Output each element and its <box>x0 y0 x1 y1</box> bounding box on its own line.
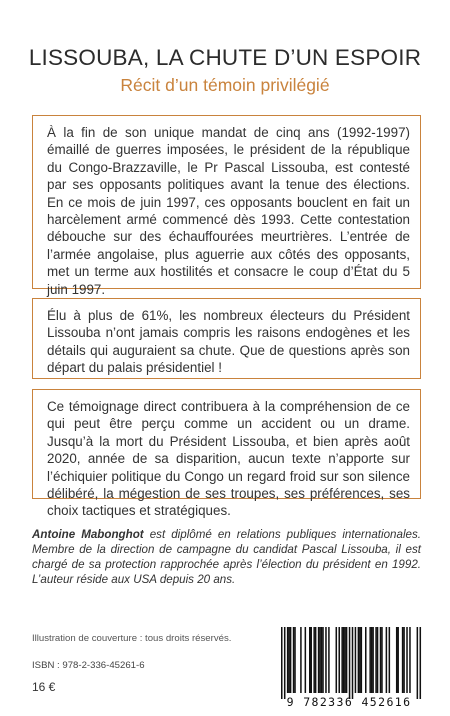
barcode-bar <box>375 627 377 693</box>
barcode-bar <box>300 627 302 693</box>
barcode-bar <box>293 627 295 693</box>
blurb-box-2 <box>32 298 421 379</box>
barcode-bar <box>284 627 286 699</box>
blurb-box-3 <box>32 389 421 519</box>
barcode-bar <box>287 627 289 693</box>
barcode-bar <box>380 627 382 693</box>
barcode-bar <box>309 627 311 693</box>
barcode-bar <box>369 627 371 693</box>
barcode-bar <box>420 627 422 699</box>
blurb-paragraph-1: À la fin de son unique mandat de cinq ans (1992-1997) émaillé de guerres imposées, le président de la république du Congo-Brazzaville, le Pr Pascal Lissouba, est contesté par ses opposants politiques avant la tenue des élections. En ce mois de juin 1997, ces opposants bouclent en fait un harcèlement armé commencé dès 1993. Cette contestation débouche sur des échauffourées meurtrières. L’entrée de l’armée angolaise, plus aguerrie aux côtés des opposants, met un terme aux hostilités et consacre le coup d’État du 5 juin 1997. <box>47 125 410 297</box>
author-bio-text: est diplômé en relations publiques internationales. Membre de la direction de campagne du candidat Pascal Lissouba, il est chargé de sa protection rapprochée après l’élection du président en 1992. L’auteur réside aux USA depuis 20 ans. <box>32 528 421 586</box>
barcode-bar <box>361 627 363 693</box>
barcode-bar <box>313 627 315 693</box>
barcode-bar <box>338 627 340 693</box>
barcode-bars <box>276 627 426 699</box>
barcode-bar <box>281 627 283 699</box>
barcode <box>276 627 426 699</box>
barcode-bar <box>372 627 374 693</box>
barcode-bar <box>371 627 373 693</box>
author-bio <box>32 527 421 587</box>
barcode-bar <box>359 627 361 693</box>
blurb-paragraph-3: Ce témoignage direct contribuera à la compréhension de ce qui peut être perçu comme un accident ou un drame. Jusqu’à la mort du Président Lissouba, et bien après août 2020, année de sa disparition, aucun texte n’apporte sur l’échiquier politique du Congo un regard froid sur son silence délibéré, la mégestion de ses troupes, ses préférences, ses choix tactiques et stratégiques. <box>47 399 410 519</box>
barcode-bar <box>349 627 351 699</box>
book-subtitle: Récit d’un témoin privilégié <box>120 75 330 95</box>
barcode-bar <box>417 627 419 699</box>
barcode-bar <box>406 627 408 693</box>
barcode-bar <box>352 627 354 699</box>
isbn: ISBN : 978-2-336-45261-6 <box>32 660 145 671</box>
barcode-bar <box>305 627 307 693</box>
barcode-bar <box>377 627 379 693</box>
barcode-bar <box>325 627 327 693</box>
barcode-bar <box>328 627 330 693</box>
blurb-paragraph-2: Élu à plus de 61%, les nombreux électeurs du Président Lissouba n’ont jamais compris les raisons endogènes et les détails qui auguraient sa chute. Que de questions après son départ du palais présidentiel ! <box>47 308 410 376</box>
barcode-bar <box>365 627 367 693</box>
price: 16 € <box>32 680 56 694</box>
barcode-bar <box>343 627 345 693</box>
author-name: Antoine Mabonghot <box>32 528 144 541</box>
barcode-bar <box>318 627 320 693</box>
barcode-bar <box>396 627 398 693</box>
barcode-bar <box>358 627 360 693</box>
barcode-bar <box>403 627 405 693</box>
barcode-bar <box>409 627 411 693</box>
barcode-bar <box>321 627 323 693</box>
barcode-digits: 9 782336 452616 <box>286 695 412 709</box>
barcode-bar <box>346 627 348 693</box>
barcode-bar <box>322 627 324 693</box>
barcode-bar <box>341 627 343 693</box>
barcode-bar <box>402 627 404 693</box>
book-title: LISSOUBA, LA CHUTE D’UN ESPOIR <box>28 45 422 70</box>
barcode-bar <box>288 627 290 693</box>
illustration-credit: Illustration de couverture : tous droits réservés. <box>32 633 232 644</box>
barcode-bar <box>344 627 346 693</box>
barcode-bar <box>294 627 296 693</box>
barcode-bar <box>310 627 312 693</box>
barcode-bar <box>290 627 292 693</box>
barcode-bar <box>386 627 388 693</box>
barcode-bar <box>315 627 317 693</box>
blurb-box-1 <box>32 115 421 297</box>
barcode-bar <box>336 627 338 693</box>
barcode-bar <box>381 627 383 693</box>
barcode-bar <box>389 627 391 693</box>
barcode-bar <box>319 627 321 693</box>
barcode-bar <box>355 627 357 693</box>
barcode-bar <box>397 627 399 693</box>
